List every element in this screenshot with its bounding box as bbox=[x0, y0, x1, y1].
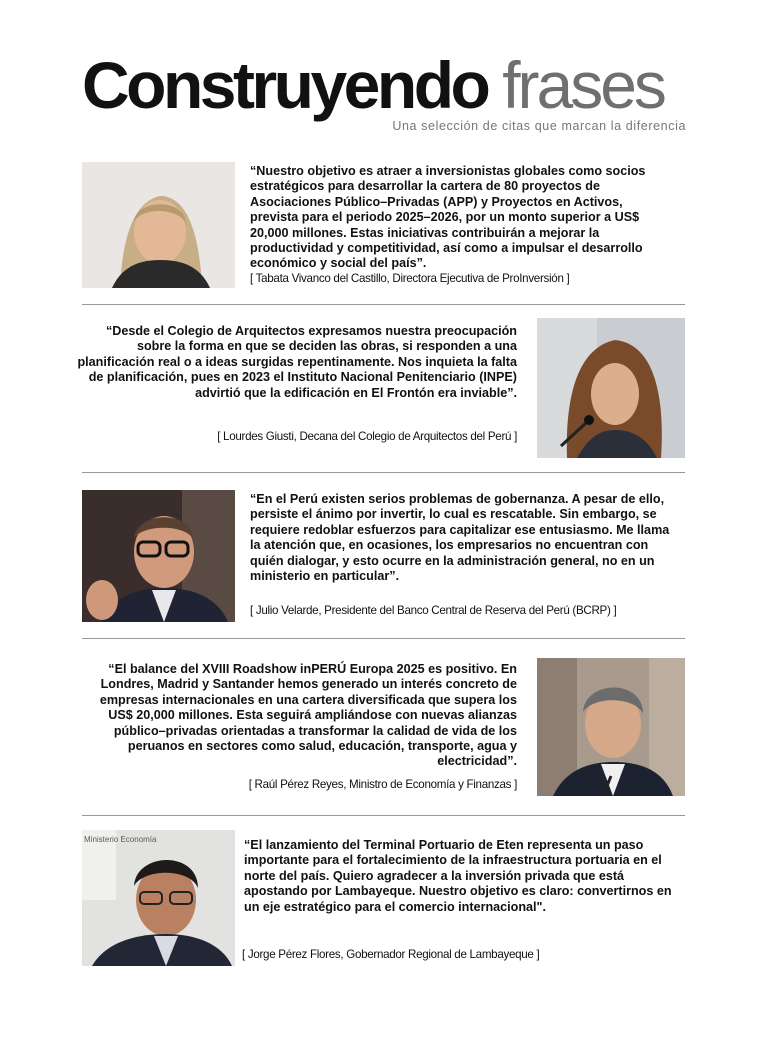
quote-entry-2 bbox=[77, 318, 685, 458]
portrait-julio-velarde bbox=[82, 490, 235, 622]
quote-entry-5 bbox=[82, 830, 685, 966]
quote-attribution: [ Julio Velarde, Presidente del Banco Central de Reserva del Perú (BCRP) ] bbox=[250, 604, 617, 617]
portrait-lourdes-giusti bbox=[537, 318, 685, 458]
page-subtitle: Una selección de citas que marcan la diferencia bbox=[392, 119, 686, 133]
quote-text: “El balance del XVIII Roadshow inPERÚ Europa 2025 es positivo. En Londres, Madrid y Santander hemos generado un interés concreto de empresas internacionales en una cartera diversificada que supera los US$ 20,000 millones. Esta seguirá ampliándose con nuevas alianzas público–privadas orientadas a transformar la calidad de vida de los peruanos en sectores como salud, educación, transporte, agua y electricidad”. bbox=[99, 662, 517, 769]
quote-text: “En el Perú existen serios problemas de gobernanza. A pesar de ello, persiste el ánimo por invertir, lo cual es rescatable. Sin embargo, se requiere redoblar esfuerzos para capitalizar ese entusiasmo. Me llama la atención que, en ocasiones, los empresarios no encuentran con quién dialogar, y esto ocurre en la administración general, no en un ministerio en particular”. bbox=[250, 492, 670, 584]
quote-entry-3 bbox=[82, 490, 685, 622]
page-title bbox=[82, 48, 664, 122]
quote-text: “El lanzamiento del Terminal Portuario de Eten representa un paso importante para el fortalecimiento de la infraestructura portuaria en el norte del país. Quiero agradecer a la inversión privada que está apostando por Lambayeque. Nuestro objetivo es claro: convertirnos en un eje estratégico para el comercio internacional". bbox=[244, 838, 672, 914]
divider bbox=[82, 638, 685, 639]
quote-text: “Desde el Colegio de Arquitectos expresamos nuestra preocupación sobre la forma en que se deciden las obras, si responden a una planificación real o a ideas surgidas repentinamente. Nos inquieta la falta de planificación, pues en 2023 el Instituto Nacional Penitenciario (INPE) advirtió que la edificación en El Frontón era inviable”. bbox=[77, 324, 517, 400]
quote-entry-4 bbox=[82, 658, 685, 796]
portrait-raul-perez-reyes bbox=[537, 658, 685, 796]
quote-entry-1 bbox=[82, 162, 685, 288]
title-part-1: Construyendo bbox=[82, 48, 488, 122]
title-part-2: frases bbox=[502, 48, 664, 122]
quote-attribution: [ Tabata Vivanco del Castillo, Directora Ejecutiva de ProInversión ] bbox=[250, 272, 570, 285]
quote-text: “Nuestro objetivo es atraer a inversionistas globales como socios estratégicos para desarrollar la cartera de 80 proyectos de Asociaciones Público–Privadas (APP) y Proyectos en Activos, prevista para el periodo 2025–2026, por un monto superior a US$ 20,000 millones. Estas iniciativas contribuirán a mejorar la productividad y competitividad, así como a impulsar el desarrollo económico y social del país”. bbox=[250, 164, 646, 271]
quote-attribution: [ Jorge Pérez Flores, Gobernador Regional de Lambayeque ] bbox=[242, 948, 540, 961]
portrait-jorge-perez-flores bbox=[82, 830, 235, 966]
divider bbox=[82, 815, 685, 816]
quote-attribution: [ Raúl Pérez Reyes, Ministro de Economía y Finanzas ] bbox=[248, 778, 517, 791]
divider bbox=[82, 472, 685, 473]
divider bbox=[82, 304, 685, 305]
photo-sign-text: Ministerio Economía bbox=[84, 835, 157, 844]
portrait-tabata-vivanco bbox=[82, 162, 235, 288]
quote-attribution: [ Lourdes Giusti, Decana del Colegio de Arquitectos del Perú ] bbox=[217, 430, 517, 443]
